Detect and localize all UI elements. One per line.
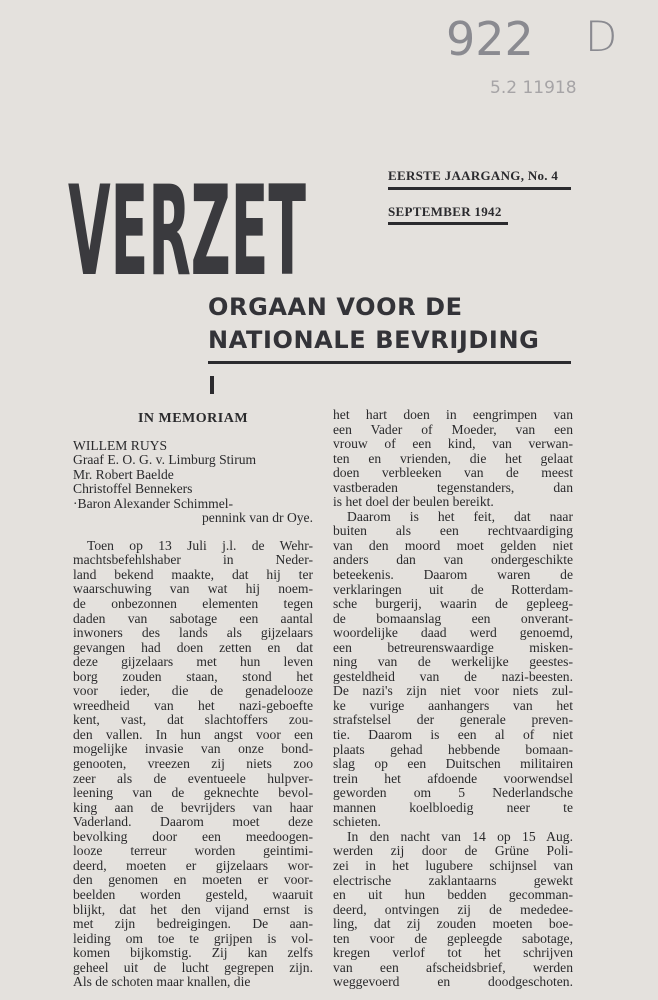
text-line: schieten. (333, 814, 381, 830)
text-line: plaats gehad hebbende bomaan- (333, 741, 573, 757)
ornament-mark (210, 376, 214, 394)
text-line: bevolking door een meedoogen- (73, 828, 313, 844)
text-line: ten en vrienden, die het gelaat (333, 450, 573, 466)
text-line: sche burgerij, waarin de gepleeg- (333, 596, 573, 612)
issue-date: SEPTEMBER 1942 (388, 204, 502, 219)
text-line: woordelijke daad werd genoemd, (333, 625, 573, 641)
subtitle-line-2: NATIONALE BEVRIJDING (208, 326, 540, 354)
text-line: ten voor de gepleegde sabotage, (333, 930, 573, 946)
handwritten-number: 922 (446, 12, 534, 66)
masthead-title-text: VERZET (68, 166, 306, 281)
text-line: geheel uit de lucht gegrepen zijn. (73, 959, 313, 975)
text-line: machtsbefehlshaber in Neder- (73, 552, 313, 568)
text-line: tie. Daarom is een al of niet (333, 727, 573, 743)
text-line: kent, vast, dat slachtoffers zou- (73, 712, 313, 728)
text-line: Toen op 13 Juli j.l. de Wehr- (87, 537, 313, 553)
text-line: met zijn bedreigingen. De aan- (73, 916, 313, 932)
text-line: weggevoerd en doodgeschoten. (333, 974, 573, 990)
text-line: beelden worden gesteld, waaruit (73, 886, 313, 902)
text-line: borg zouden staan, stond het (73, 668, 313, 684)
text-line: buiten als een rechtvaardiging (333, 523, 573, 539)
text-line: vrouw of een kind, van verwan- (333, 436, 573, 452)
subtitle-line-1: ORGAAN VOOR DE (208, 293, 463, 321)
text-line: van den moord moet gelden niet (333, 537, 573, 553)
text-line: land bekend maakte, dat hij ter (73, 566, 313, 582)
text-line: mogelijke invasie van onze bond- (73, 741, 313, 757)
text-line: een betreurenswaardige misken- (333, 639, 573, 655)
issue-info: EERSTE JAARGANG, No. 4 (388, 168, 559, 183)
text-line: werden zij door de Grüne Poli- (333, 843, 573, 859)
article-heading: IN MEMORIAM (137, 411, 249, 426)
text-line: gesteldheid van de nazi-beesten. (333, 668, 573, 684)
text-line: waarschuwing van wat hij noem- (73, 581, 313, 597)
text-line: electrische zaklantaarns gewekt (333, 872, 573, 888)
memorial-name: ·Baron Alexander Schimmel- (73, 495, 234, 511)
text-line: deerd, ontvingen zij de mededee- (333, 901, 573, 917)
text-line: een Vader of Moeder, van een (333, 421, 573, 437)
text-line: deerd, moeten er gijzelaars wor- (73, 857, 313, 873)
text-line: strafstelsel der generale preven- (333, 712, 573, 728)
text-line: blijkt, dat het den vijand ernst is (73, 901, 313, 917)
text-line: is het doel der beulen bereikt. (333, 494, 494, 510)
text-line: looze terreur worden geintimi- (73, 843, 313, 859)
text-line: komen bijkomstig. Zij kan zelfs (73, 945, 313, 961)
text-line: ning van de werkelijke geestes- (333, 654, 573, 670)
text-line: In den nacht van 14 op 15 Aug. (347, 828, 573, 844)
left-column-body (73, 539, 313, 990)
text-line: van een afscheidsbrief, werden (333, 959, 573, 975)
memorial-name: pennink van dr Oye. (202, 510, 313, 526)
issue-rule (388, 187, 571, 190)
text-line: zei in het lugubere schijnsel van (333, 857, 573, 873)
memorial-name: Christoffel Bennekers (73, 481, 193, 497)
text-line: inwoners des lands als gijzelaars (73, 625, 313, 641)
memorial-name: Mr. Robert Baelde (73, 466, 174, 482)
text-line: den genomen en moeten er voor- (73, 872, 313, 888)
date-rule (388, 222, 508, 225)
text-line: ke vurige aanhangers van het (333, 697, 573, 713)
handwritten-letter: D (585, 12, 618, 61)
text-line: mannen koelbloedig neer te (333, 799, 573, 815)
text-line: voor ieder, die de genadelooze (73, 683, 313, 699)
text-line: doen verbleeken van de meest (333, 465, 573, 481)
text-line: het hart doen in eengrimpen van (333, 407, 573, 422)
text-line: leening van de geknechte bevol- (73, 785, 313, 801)
right-column (333, 408, 573, 990)
text-line: anders dan van ondergeschikte (333, 552, 573, 568)
text-line: gevangen had doen zetten en dat (73, 639, 313, 655)
text-line: slag op een Duitschen militairen (333, 756, 573, 772)
masthead-title (68, 166, 313, 281)
text-line: daden van sabotage een aantal (73, 610, 313, 626)
text-line: geworden om 5 Nederlandsche (333, 785, 573, 801)
text-line: zeer als de eventueele hulpver- (73, 770, 313, 786)
memorial-name: WILLEM RUYS (73, 437, 168, 453)
text-line: beteekenis. Daarom waren de (333, 567, 573, 583)
text-line: den vallen. In hun angst voor een (73, 726, 313, 742)
text-line: king aan de bevrijders van haar (73, 799, 313, 815)
text-line: Vaderland. Daarom moet deze (73, 814, 313, 830)
text-line: wreedheid van het nazi-geboefte (73, 697, 313, 713)
text-line: vastberaden tegenstanders, dan (333, 479, 573, 495)
text-line: en uit hun bedden gecomman- (333, 887, 573, 903)
text-line: verklaringen uit de Rotterdam- (333, 581, 573, 597)
subtitle-rule (208, 361, 571, 364)
text-line: de onbezonnen elementen tegen (73, 596, 313, 612)
text-line: Daarom is het feit, dat naar (347, 508, 573, 524)
text-line: trein het afdoende voorwendsel (333, 770, 573, 786)
pencil-note: 5.2 11918 (490, 78, 577, 98)
text-line: genooten, vreezen zij niets zoo (73, 756, 313, 772)
memorial-names (73, 439, 313, 526)
left-column (73, 412, 313, 990)
text-line: deze gijzelaars met hun leven (73, 654, 313, 670)
text-line: kregen verlof tot het schrijven (333, 945, 573, 961)
text-line: de bomaanslag een onverant- (333, 610, 573, 626)
text-line: De nazi's zijn niet voor niets zul- (333, 683, 573, 699)
text-line: leiding om toe te grijpen is vol- (73, 930, 313, 946)
text-line: Als de schoten maar knallen, die (73, 974, 251, 990)
text-line: ling, dat zij zouden moeten boe- (333, 916, 573, 932)
memorial-name: Graaf E. O. G. v. Limburg Stirum (73, 452, 257, 468)
